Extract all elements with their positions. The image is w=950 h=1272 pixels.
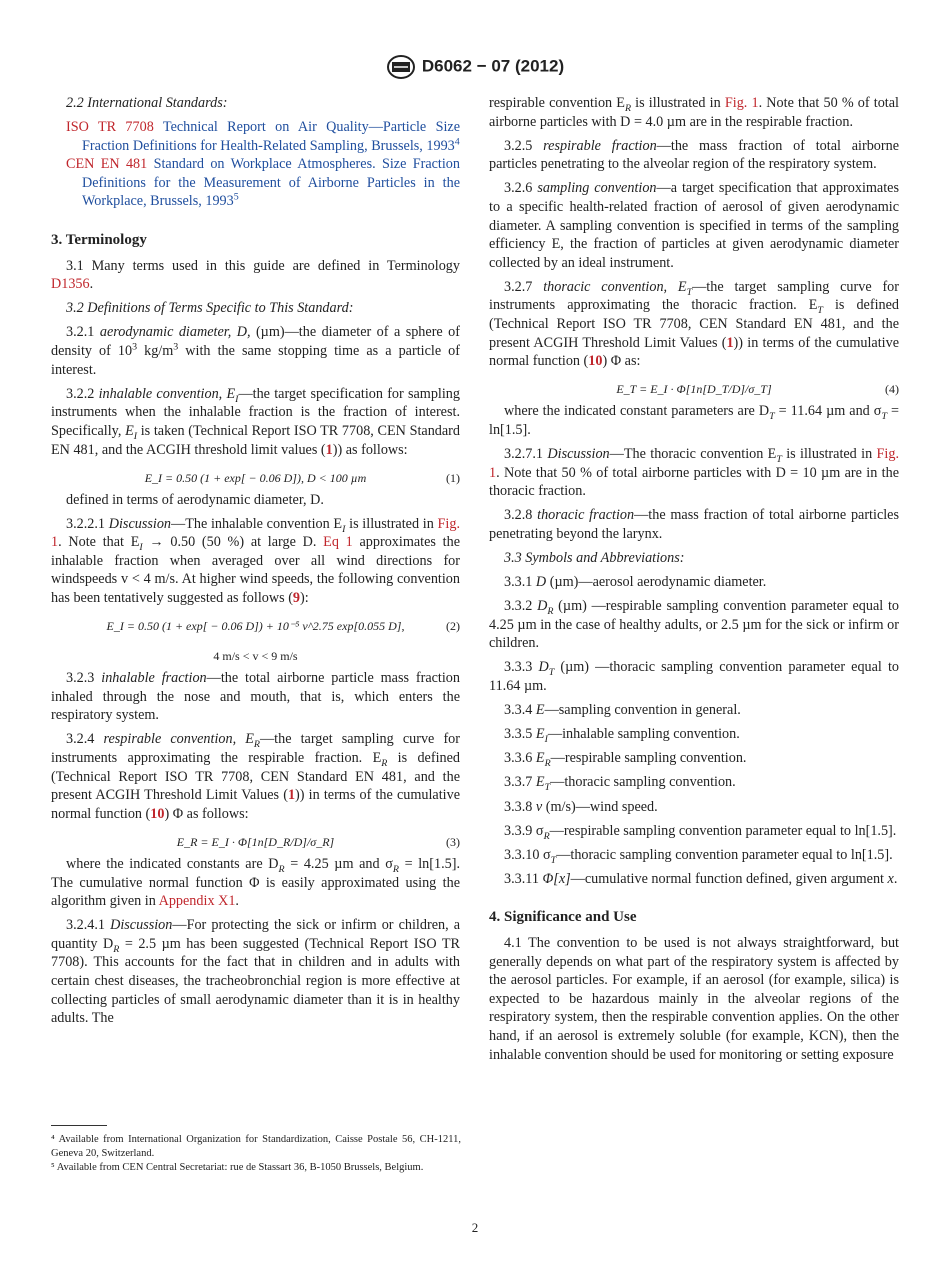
page-number: 2	[471, 1220, 479, 1235]
para-constants: where the indicated constants are $D_R = 4.25$ µm and $\sigma_R = \ln[1.5]$. The cumulative normal function Φ is easily approximated using the algorithm given in Appendix X1.	[51, 855, 460, 910]
left-column	[51, 94, 460, 1033]
para-3-2-1: 3.2.1 aerodynamic diameter, D, (µm)—the diameter of a sphere of density of $10^3$ $kg/m^3$ with the same stopping time as a particle of interest.	[51, 324, 460, 378]
para-3-3-10: 3.3.10 $\sigma_T—thoracic$ sampling convention parameter equal to ln[1.5].	[504, 846, 893, 866]
link-fig-1[interactable]: Fig. 1	[51, 515, 460, 551]
para-3-3-7: 3.3.7 $E_T—thoracic$ sampling convention.	[504, 774, 736, 794]
equation-2-range: 4 m/s < v < 9 m/s	[213, 649, 298, 664]
astm-logo-icon	[386, 54, 416, 80]
page-header	[0, 54, 950, 80]
para-3-3-1: 3.3.1 D (µm)—aerosol aerodynamic diameter.	[504, 574, 767, 591]
para-3-2-7-1: 3.2.7.1 Discussion—The thoracic convention $E_T$ is illustrated in Fig. 1. Note that 50 % of total airborne particles with D = 10 µm are in the thoracic fraction.	[489, 446, 899, 500]
link-appendix-x1[interactable]: Appendix X1	[158, 893, 236, 910]
standard-designation: D6062 − 07 (2012)	[421, 56, 565, 76]
section-heading-4: 4. Significance and Use	[489, 909, 637, 926]
section-2-2: 2.2 International Standards:	[66, 95, 228, 111]
para-3-2-6: 3.2.6 sampling convention—a target specification that approximates to a specific health-related fraction of aerosol of given aerodynamic diameter. A sampling convention is specified in terms of the sampling efficiency E, the fraction of particles at given aerodynamic diameter collected by an ideal instrument.	[489, 180, 899, 271]
para-3-2-7: 3.2.7 thoracic convention, $E_T—the$ target sampling curve for instruments approximating the thoracic fraction. $E_T$ is defined (Technical Report ISO TR 7708, CEN Standard EN 481, and the present ACGIH Threshold Limit Values (1)) in terms of the cumulative normal function (10) Φ as:	[489, 278, 900, 370]
link-eq-1[interactable]: Eq 1	[323, 534, 353, 551]
para-3-2-2-1: 3.2.2.1 Discussion—The inhalable convention $E_I$ is illustrated in Fig. 1. Note that $E_I \to 0.50$ (50 %) at large D. Eq 1 approximates the inhalable fraction when averaged over all wind directions for windspeeds v < 4 m/s. At higher wind speeds, the following convention has been tentatively suggested as follows (9):	[51, 515, 460, 607]
footnote-rule	[51, 1125, 107, 1126]
para-3-3-2: 3.3.2 $D_R$ (µm) —respirable sampling convention parameter equal to 4.25 µm in the case of healthy adults, or 2.5 µm for the sick or infirm or children.	[489, 598, 899, 652]
para-3-2-5: 3.2.5 respirable fraction—the mass fraction of total airborne particles penetrating to the alveolar region of the respiratory system.	[489, 137, 899, 173]
para-4-1: 4.1 The convention to be used is not always straightforward, but generally depends on what part of the respiratory system is affected by the aerosol particles. For example, if an aerosol (for example, silica) is expected to be hazardous mainly in the alveolar regions of the respiratory system, then the respirable convention applies. On the other hand, if an aerosol is extremely soluble (for example, KCN), then the inhalable convention should be used for monitoring or setting exposure	[489, 934, 899, 1063]
para-3-3-6: 3.3.6 $E_R—respirable$ sampling convention.	[504, 750, 747, 770]
para-3-1: 3.1 Many terms used in this guide are defined in Terminology D1356.	[51, 257, 460, 293]
para-3-3-4: 3.3.4 E—sampling convention in general.	[504, 702, 741, 719]
para-3-3-11: 3.3.11 Φ[x]—cumulative normal function defined, given argument x.	[504, 870, 898, 887]
link-d1356[interactable]: D1356	[51, 276, 90, 293]
para-3-2-8: 3.2.8 thoracic fraction—the mass fraction of total airborne particles penetrating beyond the larynx.	[489, 507, 899, 542]
reference-cen[interactable]: CEN EN 481 Standard on Workplace Atmospheres. Size Fraction Definitions for the Measurement of Airborne Particles in the Workplace, Brussels, 1993$^5$	[66, 156, 460, 210]
para-3-3-3: 3.3.3 $D_T$ (µm) —thoracic sampling convention parameter equal to 11.64 µm.	[489, 659, 900, 695]
para-3-2-3: 3.2.3 inhalable fraction—the total airborne particle mass fraction inhaled through the nose and mouth, that is, which enters the respiratory system.	[51, 670, 460, 724]
equation-3: E_R = E_I · Φ[1n[D_R/D]/σ_R] (3)	[176, 834, 460, 849]
para-thoracic-constants: where the indicated constant parameters are $D_T = 11.64$ µm and $\sigma_T = \ln[1.5]$.	[489, 403, 899, 438]
para-3-3-9: 3.3.9 $\sigma_R—respirable$ sampling convention parameter equal to ln[1.5].	[504, 822, 897, 842]
section-heading-3: 3. Terminology	[51, 232, 147, 249]
para-3-3-8: 3.3.8 v (m/s)—wind speed.	[504, 798, 658, 815]
para-3-2-4-1: 3.2.4.1 Discussion—For protecting the sick or infirm or children, a quantity $D_R = 2.5$ µm has been suggested (Technical Report ISO TR 7708). This accounts for the fact that in children and in adults with certain chest diseases, the tracheobronchial region is more effective at collecting particles of small aerodynamic diameter than it is in healthy adults. The	[51, 917, 460, 1027]
right-column	[489, 94, 899, 1070]
para-3-3-5: 3.3.5 $E_I—inhalable$ sampling convention.	[504, 726, 740, 746]
footnote-4: ⁴ Available from International Organization for Standardization, Caisse Postale 56, CH-1211, Geneva 20, Switzerland.	[51, 1134, 461, 1159]
reference-iso[interactable]: ISO TR 7708 Technical Report on Air Quality—Particle Size Fraction Definitions for Health-Related Sampling, Brussels, 1993$^4$	[66, 119, 461, 154]
para-3-2: 3.2 Definitions of Terms Specific to This Standard:	[66, 300, 354, 317]
equation-4: E_T = E_I · Φ[1n[D_T/D]/σ_T] (4)	[616, 382, 899, 397]
equation-2: E_I = 0.50 (1 + exp[ − 0.06 D]) + 10⁻⁵ v^2.75 exp[0.055 D], (2)	[106, 619, 460, 634]
para-3-3: 3.3 Symbols and Abbreviations:	[504, 549, 685, 566]
footnote-5: ⁵ Available from CEN Central Secretariat: rue de Stassart 36, B-1050 Brussels, Belgium.	[51, 1162, 424, 1173]
para-defined: defined in terms of aerodynamic diameter, D.	[66, 491, 324, 508]
para-3-2-2: 3.2.2 inhalable convention, $E_I—the$ target specification for sampling instruments when the inhalable fraction is the fraction of interest. Specifically, $E_I$ is taken (Technical Report ISO TR 7708, CEN Standard EN 481, and the ACGIH threshold limit values (1)) as follows:	[51, 385, 461, 458]
para-3-2-4: 3.2.4 respirable convention, $E_R—the$ target sampling curve for instruments approximating the respirable fraction. $E_R$ is defined (Technical Report ISO TR 7708, CEN Standard EN 481, and the present ACGIH Threshold Limit Values (1)) in terms of the cumulative normal function (10) Φ as follows:	[51, 731, 460, 822]
equation-1: E_I = 0.50 (1 + exp[ − 0.06 D]), D < 100 µm (1)	[144, 470, 460, 485]
para-respirable-cont: respirable convention $E_R$ is illustrated in Fig. 1. Note that 50 % of total airborne particles with D = 4.0 µm are in the respirable fraction.	[489, 95, 899, 130]
